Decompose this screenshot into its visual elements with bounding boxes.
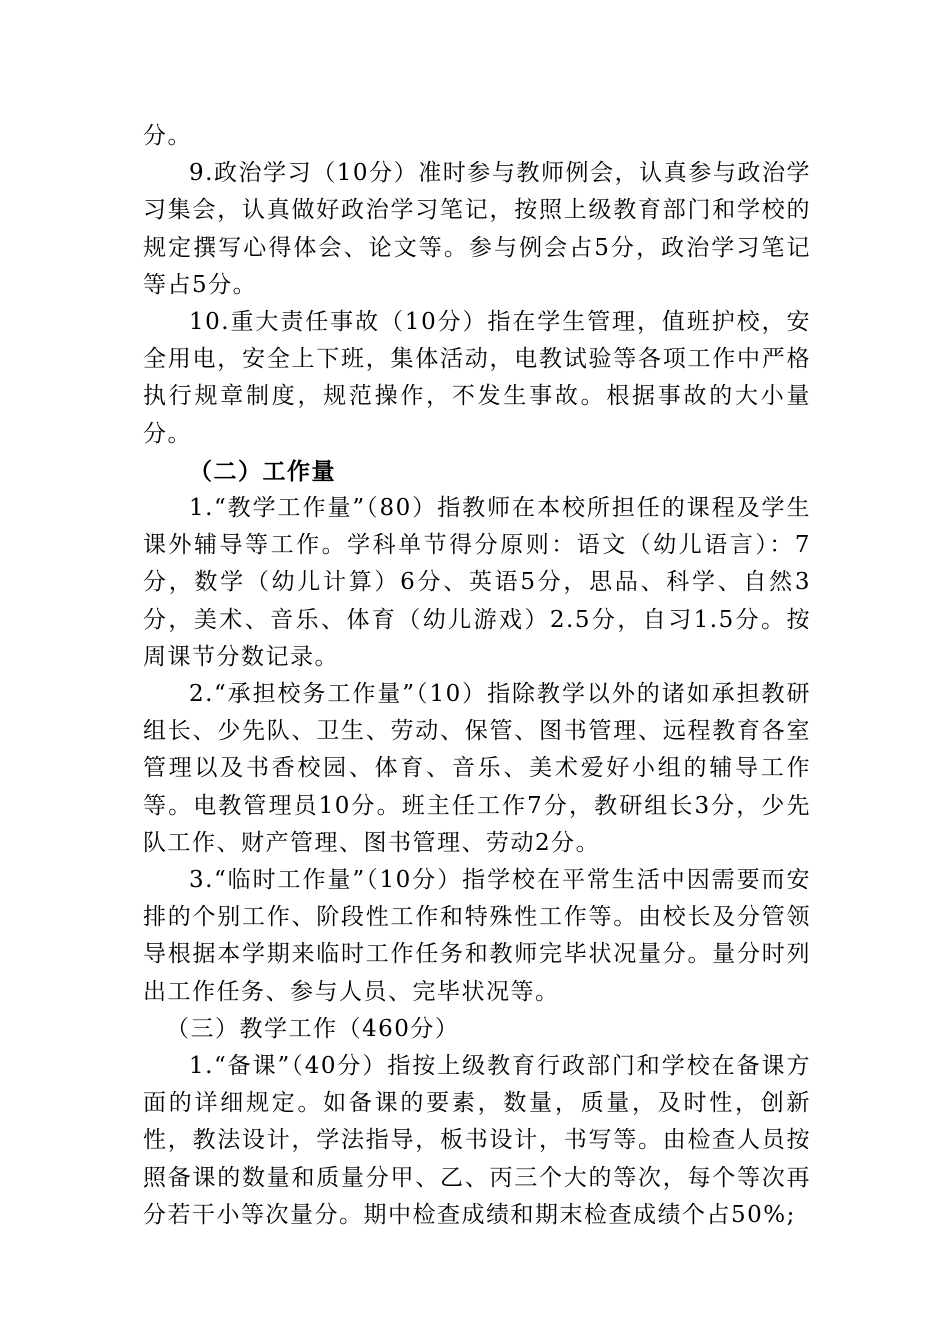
paragraph-teaching-workload: 1.“教学工作量”（80）指教师在本校所担任的课程及学生课外辅导等工作。学科单节得分原则：语文（幼儿语言）：7分，数学（幼儿计算）6分、英语5分，思品、科学、自然3分，美术、音乐、体育（幼儿游戏）2.5分，自习1.5分。按周课节分数记录。 xyxy=(143,495,811,670)
paragraph-school-affairs-workload: 2.“承担校务工作量”（10）指除教学以外的诸如承担教研组长、少先队、卫生、劳动、保管、图书管理、远程教育各室管理以及书香校园、体育、音乐、美术爱好小组的辅导工作等。电教管理员10分。班主任工作7分，教研组长3分，少先队工作、财产管理、图书管理、劳动2分。 xyxy=(143,681,811,856)
paragraph-major-accident: 10.重大责任事故（10分）指在学生管理，值班护校，安全用电，安全上下班，集体活动，电教试验等各项工作中严格执行规章制度，规范操作，不发生事故。根据事故的大小量分。 xyxy=(143,309,811,447)
paragraph-temporary-workload: 3.“临时工作量”（10分）指学校在平常生活中因需要而安排的个别工作、阶段性工作和特殊性工作等。由校长及分管领导根据本学期来临时工作任务和教师完毕状况量分。量分时列出工作任务、参与人员、完毕状况等。 xyxy=(143,867,811,1005)
section-heading-teaching-work: （三）教学工作（460分） xyxy=(166,1015,460,1042)
document-body xyxy=(143,118,811,1234)
paragraph-lesson-preparation: 1.“备课”（40分）指按上级教育行政部门和学校在备课方面的详细规定。如备课的要素，数量，质量，及时性，创新性，教法设计，学法指导，板书设计，书写等。由检查人员按照备课的数量和质量分甲、乙、丙三个大的等次，每个等次再分若干小等次量分。期中检查成绩和期末检查成绩个占50%; xyxy=(143,1053,811,1228)
paragraph-political-study: 9.政治学习（10分）准时参与教师例会，认真参与政治学习集会，认真做好政治学习笔记，按照上级教育部门和学校的规定撰写心得体会、论文等。参与例会占5分，政治学习笔记等占5分。 xyxy=(143,160,811,298)
section-heading-workload: （二）工作量 xyxy=(189,457,336,485)
paragraph-continuation: 分。 xyxy=(143,123,192,149)
